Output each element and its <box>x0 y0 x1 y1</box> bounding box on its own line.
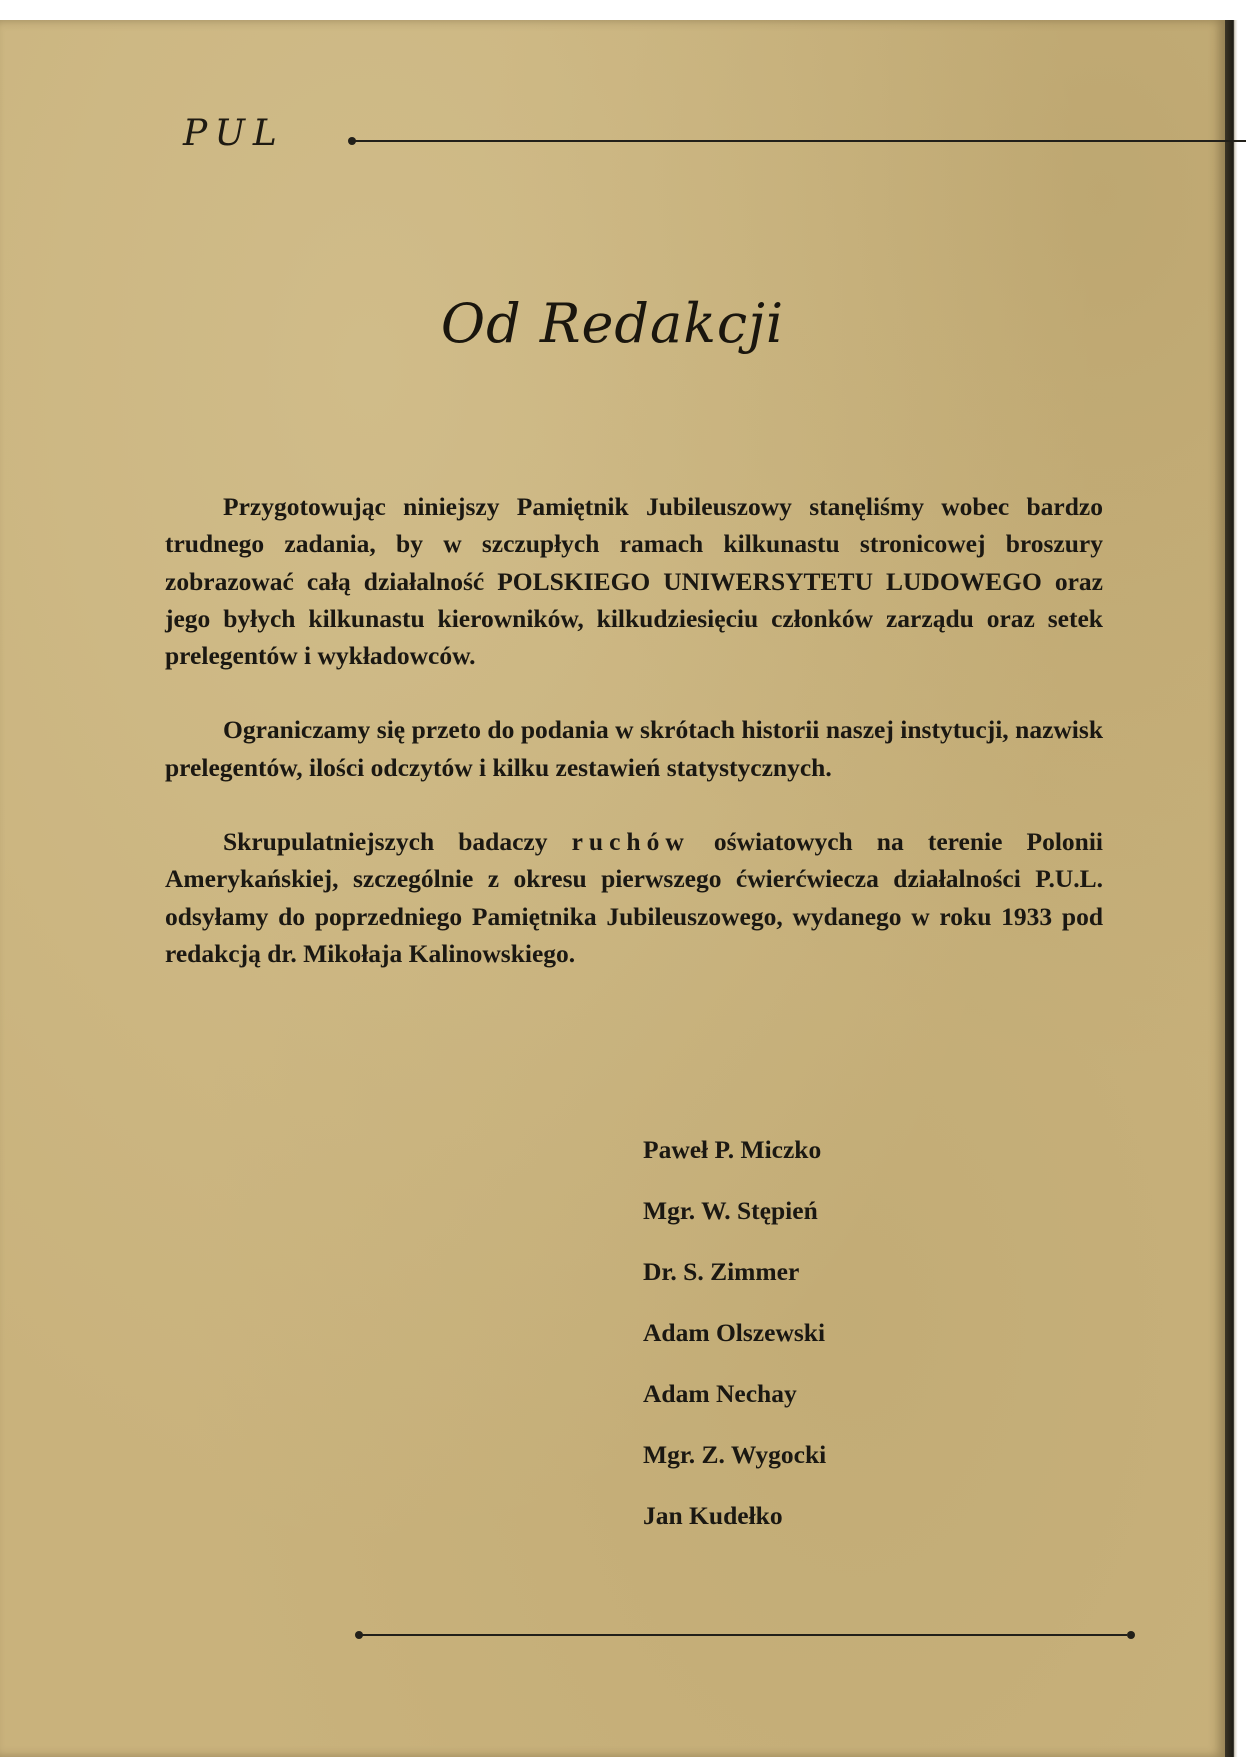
page-header <box>183 113 1103 163</box>
page-title: Od Redakcji <box>440 292 785 355</box>
signatory: Mgr. Z. Wygocki <box>643 1440 827 1469</box>
editorial-text <box>165 488 1103 972</box>
paragraph-3-start: Skrupulatniejszych badaczy <box>223 827 548 857</box>
footer-rule <box>362 1634 1127 1636</box>
signatory: Mgr. W. Stępień <box>643 1196 818 1225</box>
paragraph-3 <box>165 823 1103 972</box>
paragraph-3-end: oświatowych na terenie Polonii Amerykańskiej, szczególnie z okresu pierwszego ćwierćwiecza działalności P.U.L. odsyłamy do poprzedniego Pamiętnika Jubileuszowego, wydanego w roku 1933 pod redakcją dr. Mikołaja Kalinowskiego. <box>165 827 1104 968</box>
paragraph-2: Ograniczamy się przeto do podania w skrótach historii naszej instytucji, nazwisk prelegentów, ilości odczytów i kilku zestawień statystycznych. <box>165 715 1103 782</box>
header-rule <box>355 140 1246 142</box>
footer-rule-end-dot <box>1127 1631 1135 1639</box>
signatory: Jan Kudełko <box>643 1501 783 1530</box>
signatory: Dr. S. Zimmer <box>643 1257 800 1286</box>
paragraph-3-spaced-word: ruchów <box>571 827 690 857</box>
binding-edge <box>1225 20 1246 1757</box>
signatory: Paweł P. Miczko <box>643 1135 822 1164</box>
pul-mark: PUL <box>183 113 285 154</box>
signatory-list <box>643 1132 826 1559</box>
signatory: Adam Olszewski <box>643 1318 826 1347</box>
signatory: Adam Nechay <box>643 1379 797 1408</box>
paragraph-1: Przygotowując niniejszy Pamiętnik Jubileuszowy stanęliśmy wobec bardzo trudnego zadania, by w szczupłych ramach kilkunastu stronicowej broszury zobrazować całą działalność POLSKIEGO UNIWERSYTETU LUDOWEGO oraz jego byłych kilkunastu kierowników, kilkudziesięciu członków zarządu oraz setek prelegentów i wykładowców. <box>165 492 1103 671</box>
